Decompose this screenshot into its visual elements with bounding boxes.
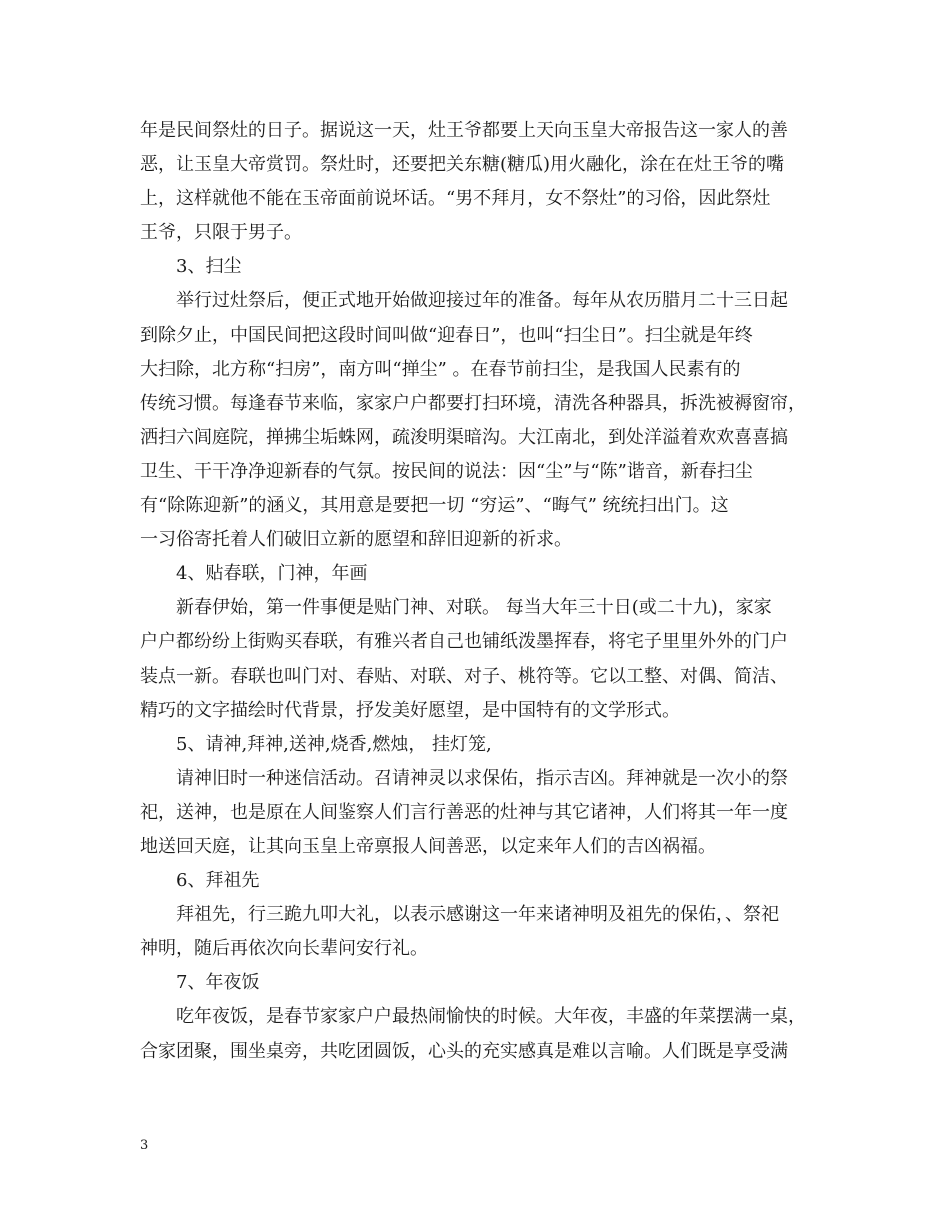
text-line: 年是民间祭灶的日子。据说这一天，灶王爷都要上天向玉皇大帝报告这一家人的善 [140, 120, 788, 141]
section-heading: 5、请神,拜神,送神,烧香,燃烛， 挂灯笼, [176, 733, 492, 755]
text-line: 精巧的文字描绘时代背景，抒发美好愿望，是中国特有的文学形式。 [140, 699, 680, 721]
text-line: 洒扫六闾庭院，掸拂尘垢蛛网，疏浚明渠暗沟。大江南北，到处洋溢着欢欢喜喜搞 [140, 426, 788, 448]
text-line: 卫生、干干净净迎新春的气氛。按民间的说法：因“尘”与“陈”谐音，新春扫尘 [140, 460, 753, 482]
text-line: 到除夕止，中国民间把这段时间叫做“迎春日”，也叫“扫尘日”。扫尘就是年终 [140, 324, 753, 346]
text-line: 吃年夜饭，是春节家家户户最热闹愉快的时候。大年夜，丰盛的年菜摆满一桌， [176, 1006, 806, 1028]
text-line: 王爷，只限于男子。 [140, 222, 302, 244]
text-line: 一习俗寄托着人们破旧立新的愿望和辞旧迎新的祈求。 [140, 529, 572, 551]
text-line: 举行过灶祭后，便正式地开始做迎接过年的准备。每年从农历腊月二十三日起 [176, 290, 788, 312]
section-heading: 3、扫尘 [176, 256, 242, 278]
text-line: 恶，让玉皇大帝赏罚。祭灶时，还要把关东糖(糖瓜)用火融化，涂在在灶王爷的嘴 [140, 154, 785, 176]
text-line: 合家团聚，围坐桌旁，共吃团圆饭，心头的充实感真是难以言喻。人们既是享受满 [140, 1040, 788, 1062]
text-line: 装点一新。春联也叫门对、春贴、对联、对子、桃符等。它以工整、对偶、简洁、 [140, 665, 788, 687]
text-line: 新春伊始，第一件事便是贴门神、对联。 每当大年三十日(或二十九)，家家 [176, 597, 772, 619]
text-line: 传统习惯。每逢春节来临，家家户户都要打扫环境，清洗各种器具，拆洗被褥窗帘， [140, 392, 806, 414]
document-body [140, 114, 830, 1069]
text-line: 地送回天庭，让其向玉皇上帝禀报人间善恶，以定来年人们的吉凶祸福。 [140, 835, 716, 857]
text-line: 拜祖先，行三跪九叩大礼，以表示感谢这一年来诸神明及祖先的保佑，、祭祀 [176, 904, 779, 926]
text-line: 神明，随后再依次向长辈问安行礼。 [140, 938, 428, 960]
section-heading: 6、拜祖先 [176, 870, 260, 892]
page-number: 3 [140, 1138, 149, 1153]
text-line: 祀，送神，也是原在人间鉴察人们言行善恶的灶神与其它诸神，人们将其一年一度 [140, 801, 788, 823]
section-heading: 4、贴春联，门神，年画 [176, 563, 368, 585]
text-line: 大扫除，北方称“扫房”，南方叫“掸尘” 。在春节前扫尘，是我国人民素有的 [140, 358, 741, 380]
text-line: 有“除陈迎新”的涵义，其用意是要把一切 “穷运”、“晦气” 统统扫出门。这 [140, 495, 729, 517]
text-line: 户户都纷纷上街购买春联，有雅兴者自己也铺纸泼墨挥春，将宅子里里外外的门户 [140, 631, 788, 653]
text-line: 上，这样就他不能在玉帝面前说坏话。“男不拜月，女不祭灶”的习俗，因此祭灶 [140, 188, 771, 210]
section-heading: 7、年夜饭 [176, 972, 260, 994]
text-line: 请神旧时一种迷信活动。召请神灵以求保佑，指示吉凶。拜神就是一次小的祭 [176, 767, 788, 789]
